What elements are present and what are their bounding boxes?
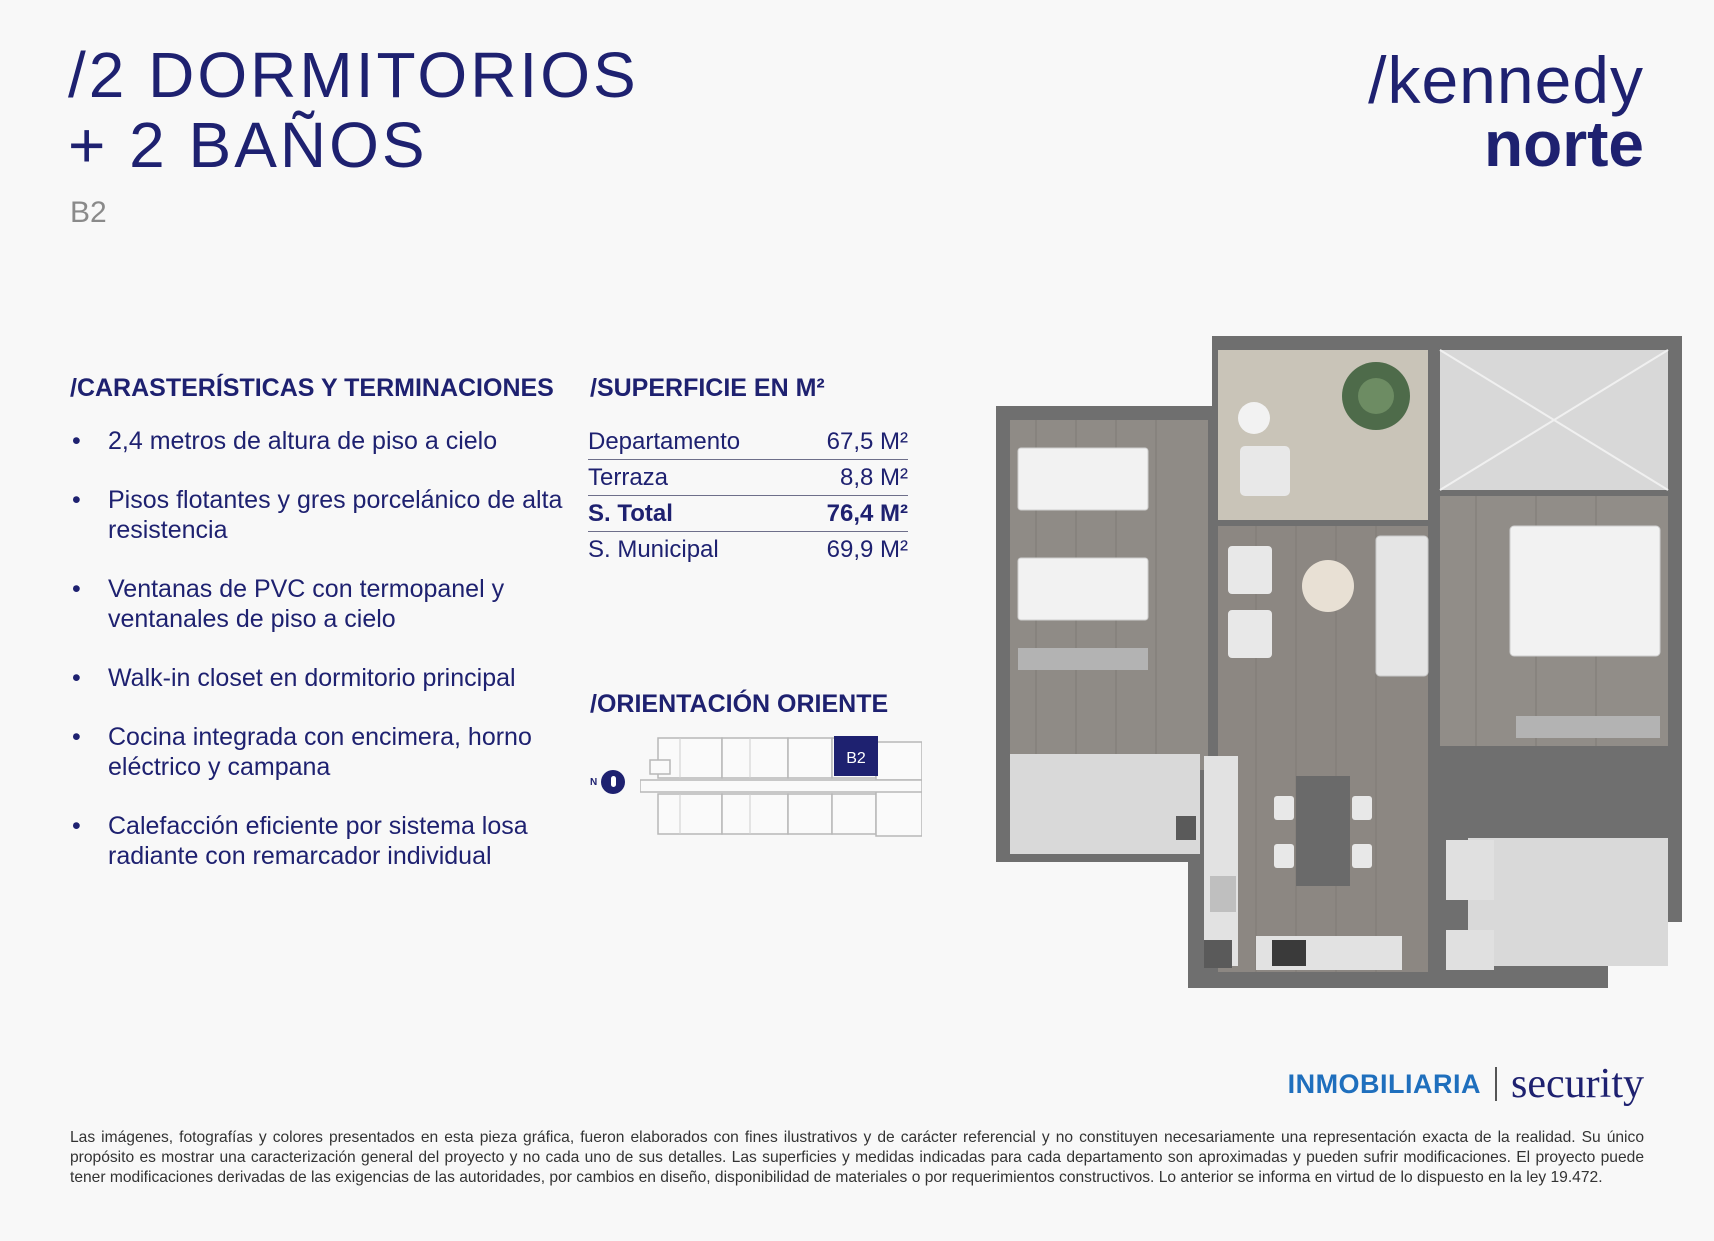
list-item xyxy=(70,722,570,782)
project-logo-line2: norte xyxy=(1484,108,1644,180)
table-row-total xyxy=(588,496,908,532)
feature-text: Walk-in closet en dormitorio principal xyxy=(108,664,516,692)
list-item xyxy=(70,426,570,456)
feature-text: 2,4 metros de altura de piso a cielo xyxy=(108,427,498,455)
surface-label: Departamento xyxy=(588,427,741,455)
bathroom xyxy=(1468,838,1668,966)
project-logo-line1: /kennedy xyxy=(1368,43,1644,117)
bullet: • xyxy=(72,575,81,603)
bullet: • xyxy=(72,812,81,840)
feature-text: Cocina integrada con encimera, horno eléctrico y campana xyxy=(108,723,532,781)
feature-text: Ventanas de PVC con termopanel y ventanales de piso a cielo xyxy=(108,575,505,633)
project-logo xyxy=(1368,43,1644,180)
features-list xyxy=(70,426,570,900)
bullet: • xyxy=(72,723,81,751)
list-item xyxy=(70,663,570,693)
surface-table xyxy=(588,424,908,568)
list-item xyxy=(70,811,570,871)
unit-marker-label: B2 xyxy=(846,750,866,767)
list-item xyxy=(70,574,570,634)
company-logo xyxy=(1288,1060,1644,1108)
feature-text: Pisos flotantes y gres porcelánico de alta resistencia xyxy=(108,486,563,544)
surface-value: 8,8 M² xyxy=(839,463,908,491)
unit-code: B2 xyxy=(70,196,107,229)
surface-value: 67,5 M² xyxy=(826,427,908,455)
features-heading: /CARASTERÍSTICAS Y TERMINACIONES xyxy=(70,374,554,402)
page-title: /2 DORMITORIOS + 2 BAÑOS xyxy=(68,39,639,181)
list-item xyxy=(70,485,570,545)
bullet: • xyxy=(72,427,81,455)
company-name: INMOBILIARIA xyxy=(1287,1068,1482,1099)
table-row xyxy=(588,424,908,460)
feature-text: Calefacción eficiente por sistema losa radiante con remarcador individual xyxy=(108,812,528,870)
surface-label: Terraza xyxy=(588,463,669,491)
surface-label: S. Municipal xyxy=(588,536,719,563)
bullet: • xyxy=(72,664,81,692)
compass-icon xyxy=(590,770,625,794)
compass-needle-icon xyxy=(601,770,625,794)
legal-disclaimer: Las imágenes, fotografías y colores presentados en esta pieza gráfica, fueron elaborados con fines ilustrativos y de carácter referencial y no constituyen necesariamente una representación exacta de la realidad. Su único propósito es mostrar una caracterización general del proyecto y no cada uno de sus detalles. Las superficies y medidas indicadas para cada departamento son aproximadas y pueden sufrir modificaciones. El proyecto puede tener modificaciones derivadas de las exigencias de las autoridades, por cambios en diseño, disponibilidad de materiales o por requerimientos constructivos. Lo anterior se informa en virtud de lo dispuesto en la ley 19.472. xyxy=(70,1129,1644,1186)
bullet: • xyxy=(72,486,81,514)
bathroom xyxy=(1010,754,1200,854)
logo-divider xyxy=(1495,1067,1497,1101)
site-plan xyxy=(640,734,922,840)
table-row xyxy=(588,460,908,496)
surface-label: S. Total xyxy=(588,499,673,527)
surface-value: 76,4 M² xyxy=(826,499,908,527)
compass-label: N xyxy=(590,776,598,788)
surface-value: 69,9 M² xyxy=(826,536,908,563)
floor-plan xyxy=(996,336,1682,988)
company-brand: security xyxy=(1511,1061,1644,1107)
orientation-heading: /ORIENTACIÓN ORIENTE xyxy=(590,690,889,718)
surface-heading: /SUPERFICIE EN M² xyxy=(590,374,825,402)
table-row xyxy=(588,532,908,568)
